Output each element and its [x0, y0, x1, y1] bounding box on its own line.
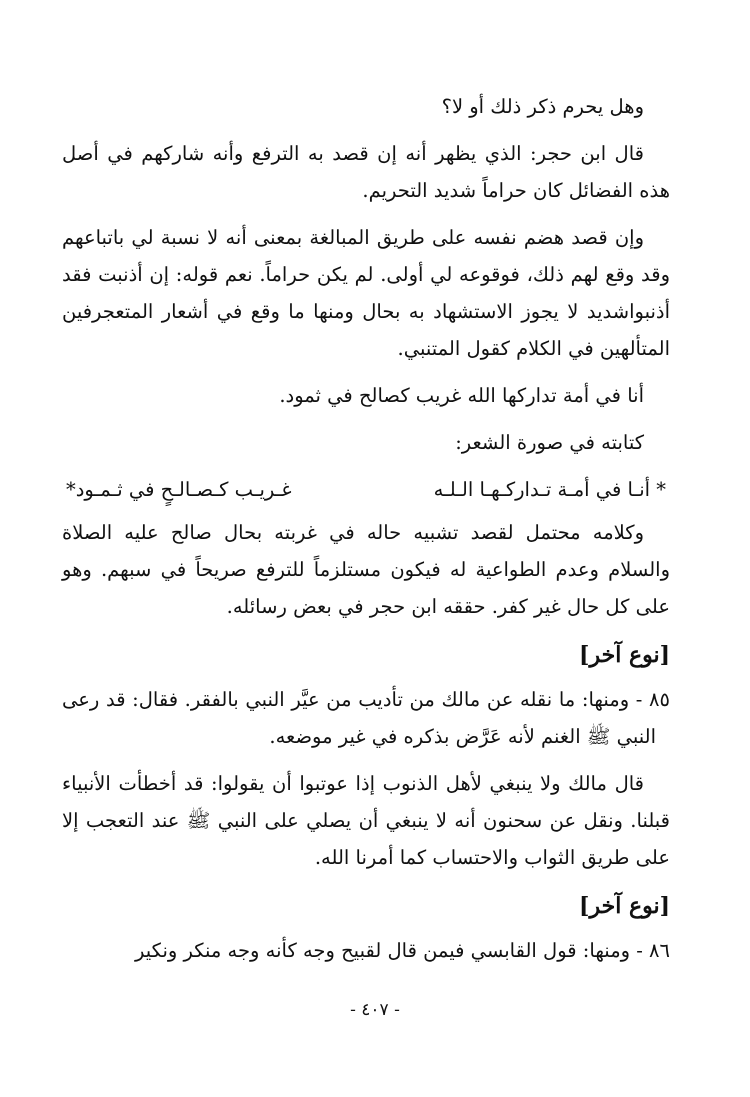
verse-second-hemistich: غـريـب كـصـالـحٍ في ثـمـود* [66, 478, 292, 501]
paragraph-question: وهل يحرم ذكر ذلك أو لا؟ [441, 95, 644, 118]
page-number: - ٤٠٧ - [350, 1000, 400, 1020]
paragraph-ibn-hajar: قال ابن حجر: الذي يظهر أنه إن قصد به الترفع وأنه شاركهم في أصل هذه الفضائل كان حراماً شديد التحريم. [62, 142, 670, 202]
item-86: ٨٦ - ومنها: قول القابسي فيمن قال لقبيح وجه كأنه وجه منكر ونكير [135, 939, 670, 962]
paragraph-verse-prose: أنا في أمة تداركها الله غريب كصالح في ثمود. [279, 384, 644, 407]
item-85: ٨٥ - ومنها: ما نقله عن مالك من تأديب من عيَّر النبي بالفقر. فقال: قد رعى النبي ﷺ الغنم لأنه عَرَّض بذكره في غير موضعه. [62, 688, 670, 748]
verse-first-hemistich: * أنـا في أمـة تـداركـهـا الـلـه [433, 478, 666, 501]
section-heading: [نوع آخر] [579, 893, 670, 919]
section-heading: [نوع آخر] [579, 642, 670, 668]
paragraph-humility: وإن قصد هضم نفسه على طريق المبالغة بمعنى أنه لا نسبة لي باتباعهم وقد وقع لهم ذلك، فوقوعه لي أولى. لم يكن حراماً. نعم قوله: إن أذنبت فقد أذنبواشديد لا يجوز الاستشهاد به بحال ومنها ما وقع في أشعار المتعجرفين المتألهين في الكلام كقول المتنبي. [62, 226, 670, 360]
paragraph-malik: قال مالك ولا ينبغي لأهل الذنوب إذا عوتبوا أن يقولوا: قد أخطأت الأنبياء قبلنا. ونقل عن سحنون أنه لا ينبغي أن يصلي على النبي ﷺ عند التعجب إلا على طريق الثواب والاحتساب كما أمرنا الله. [62, 772, 670, 869]
paragraph-interpretation: وكلامه محتمل لقصد تشبيه حاله في غربته بحال صالح عليه الصلاة والسلام وعدم الطواعية له فيكون مستلزماً للترفع صريحاً في سبهم. وهو على كل حال غير كفر. حققه ابن حجر في بعض رسائله. [62, 521, 670, 618]
page-body [62, 88, 670, 979]
poem-verse [62, 471, 670, 508]
paragraph-poetry-intro: كتابته في صورة الشعر: [455, 431, 644, 454]
